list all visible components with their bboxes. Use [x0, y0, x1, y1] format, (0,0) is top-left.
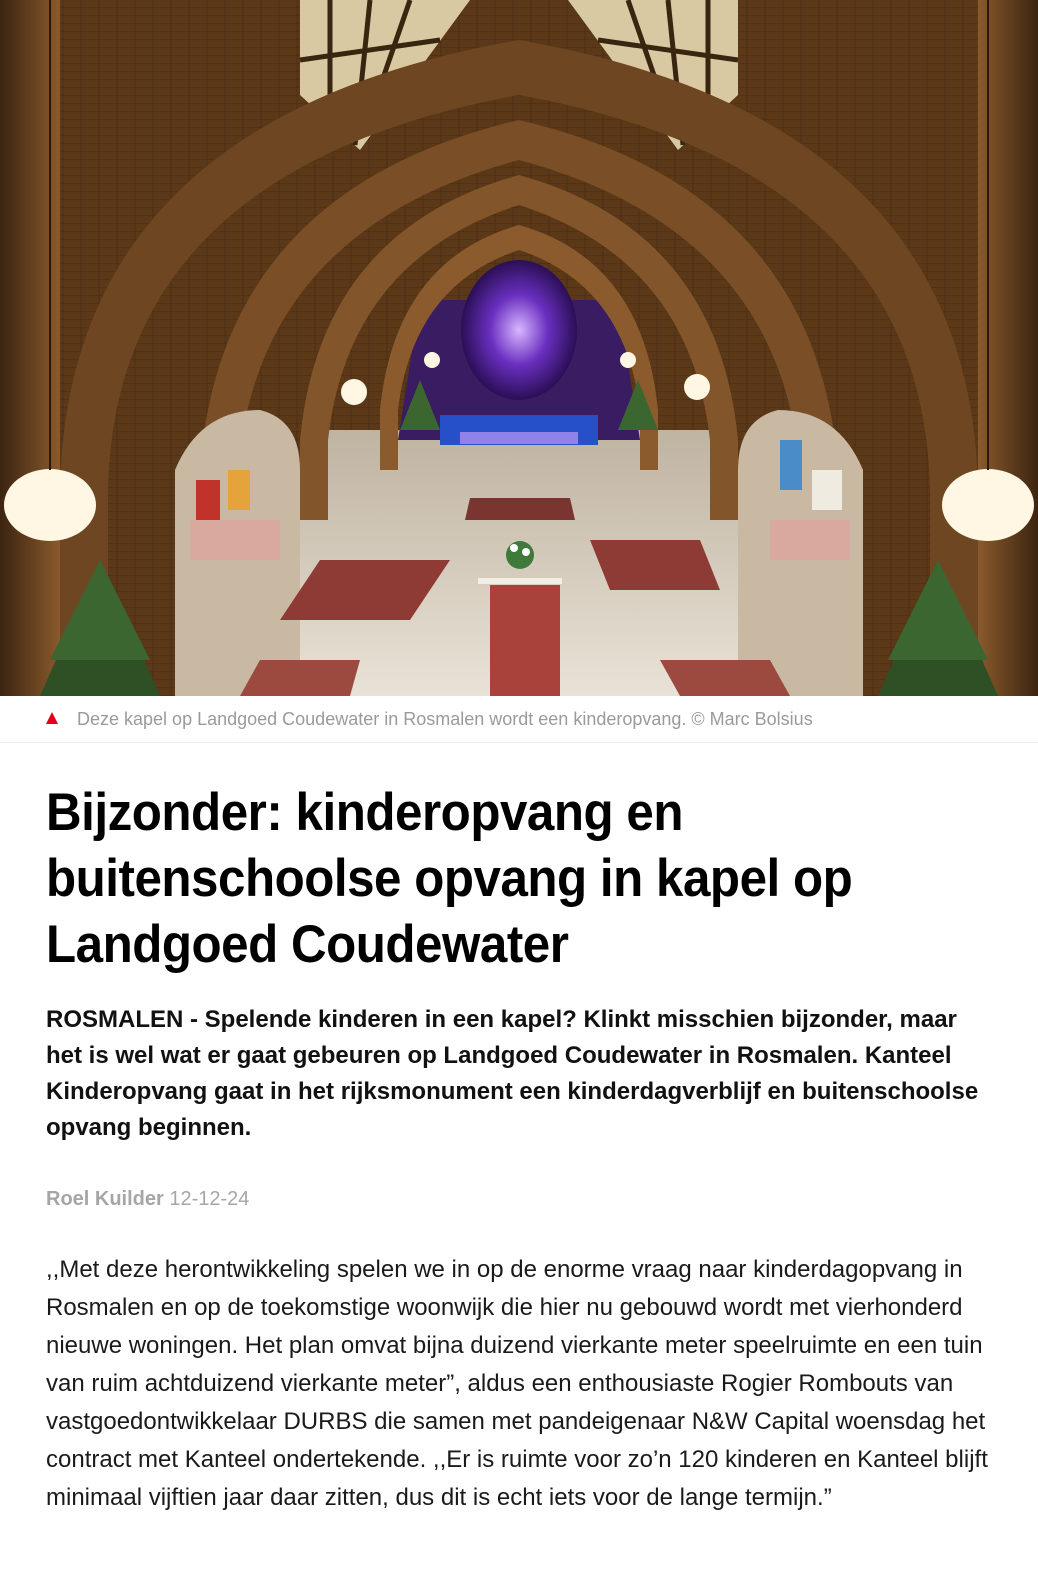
image-caption — [0, 696, 1038, 743]
hero-image — [0, 0, 1038, 696]
article-lead: ROSMALEN - Spelende kinderen in een kapel? Klinkt misschien bijzonder, maar het is wel wat er gaat gebeuren op Landgoed Coudewater in Rosmalen. Kanteel Kinderopvang gaat in het rijksmonument een kinderdagverblijf en buitenschoolse opvang beginnen. — [46, 1006, 979, 1141]
author-name[interactable]: Roel Kuilder — [46, 1188, 164, 1210]
publish-date: 12-12-24 — [169, 1188, 250, 1210]
article-headline: Bijzonder: kinderopvang en buitenschoolse opvang in kapel op Landgoed Coudewater — [46, 783, 853, 974]
byline — [46, 1188, 992, 1211]
chapel-photo — [0, 0, 1038, 696]
article — [0, 780, 1038, 1517]
caption-text: Deze kapel op Landgoed Coudewater in Rosmalen wordt een kinderopvang. © Marc Bolsius — [77, 708, 813, 729]
article-body: ,,Met deze herontwikkeling spelen we in op de enorme vraag naar kinderdagopvang in Rosmalen en op de toekomstige woonwijk die hier nu gebouwd wordt met vierhonderd nieuwe woningen. Het plan omvat bijna duizend vierkante meter speelruimte en een tuin van ruim achtduizend vierkante meter”, aldus een enthousiaste Rogier Rombouts van vastgoedontwikkelaar DURBS die samen met pandeigenaar N&W Capital woensdag het contract met Kanteel ondertekende. ,,Er is ruimte voor zo’n 120 kinderen en Kanteel blijft minimaal vijftien jaar daar zitten, dus dit is echt iets voor de lange termijn.” — [46, 1256, 988, 1511]
caption-marker-icon — [46, 712, 58, 724]
